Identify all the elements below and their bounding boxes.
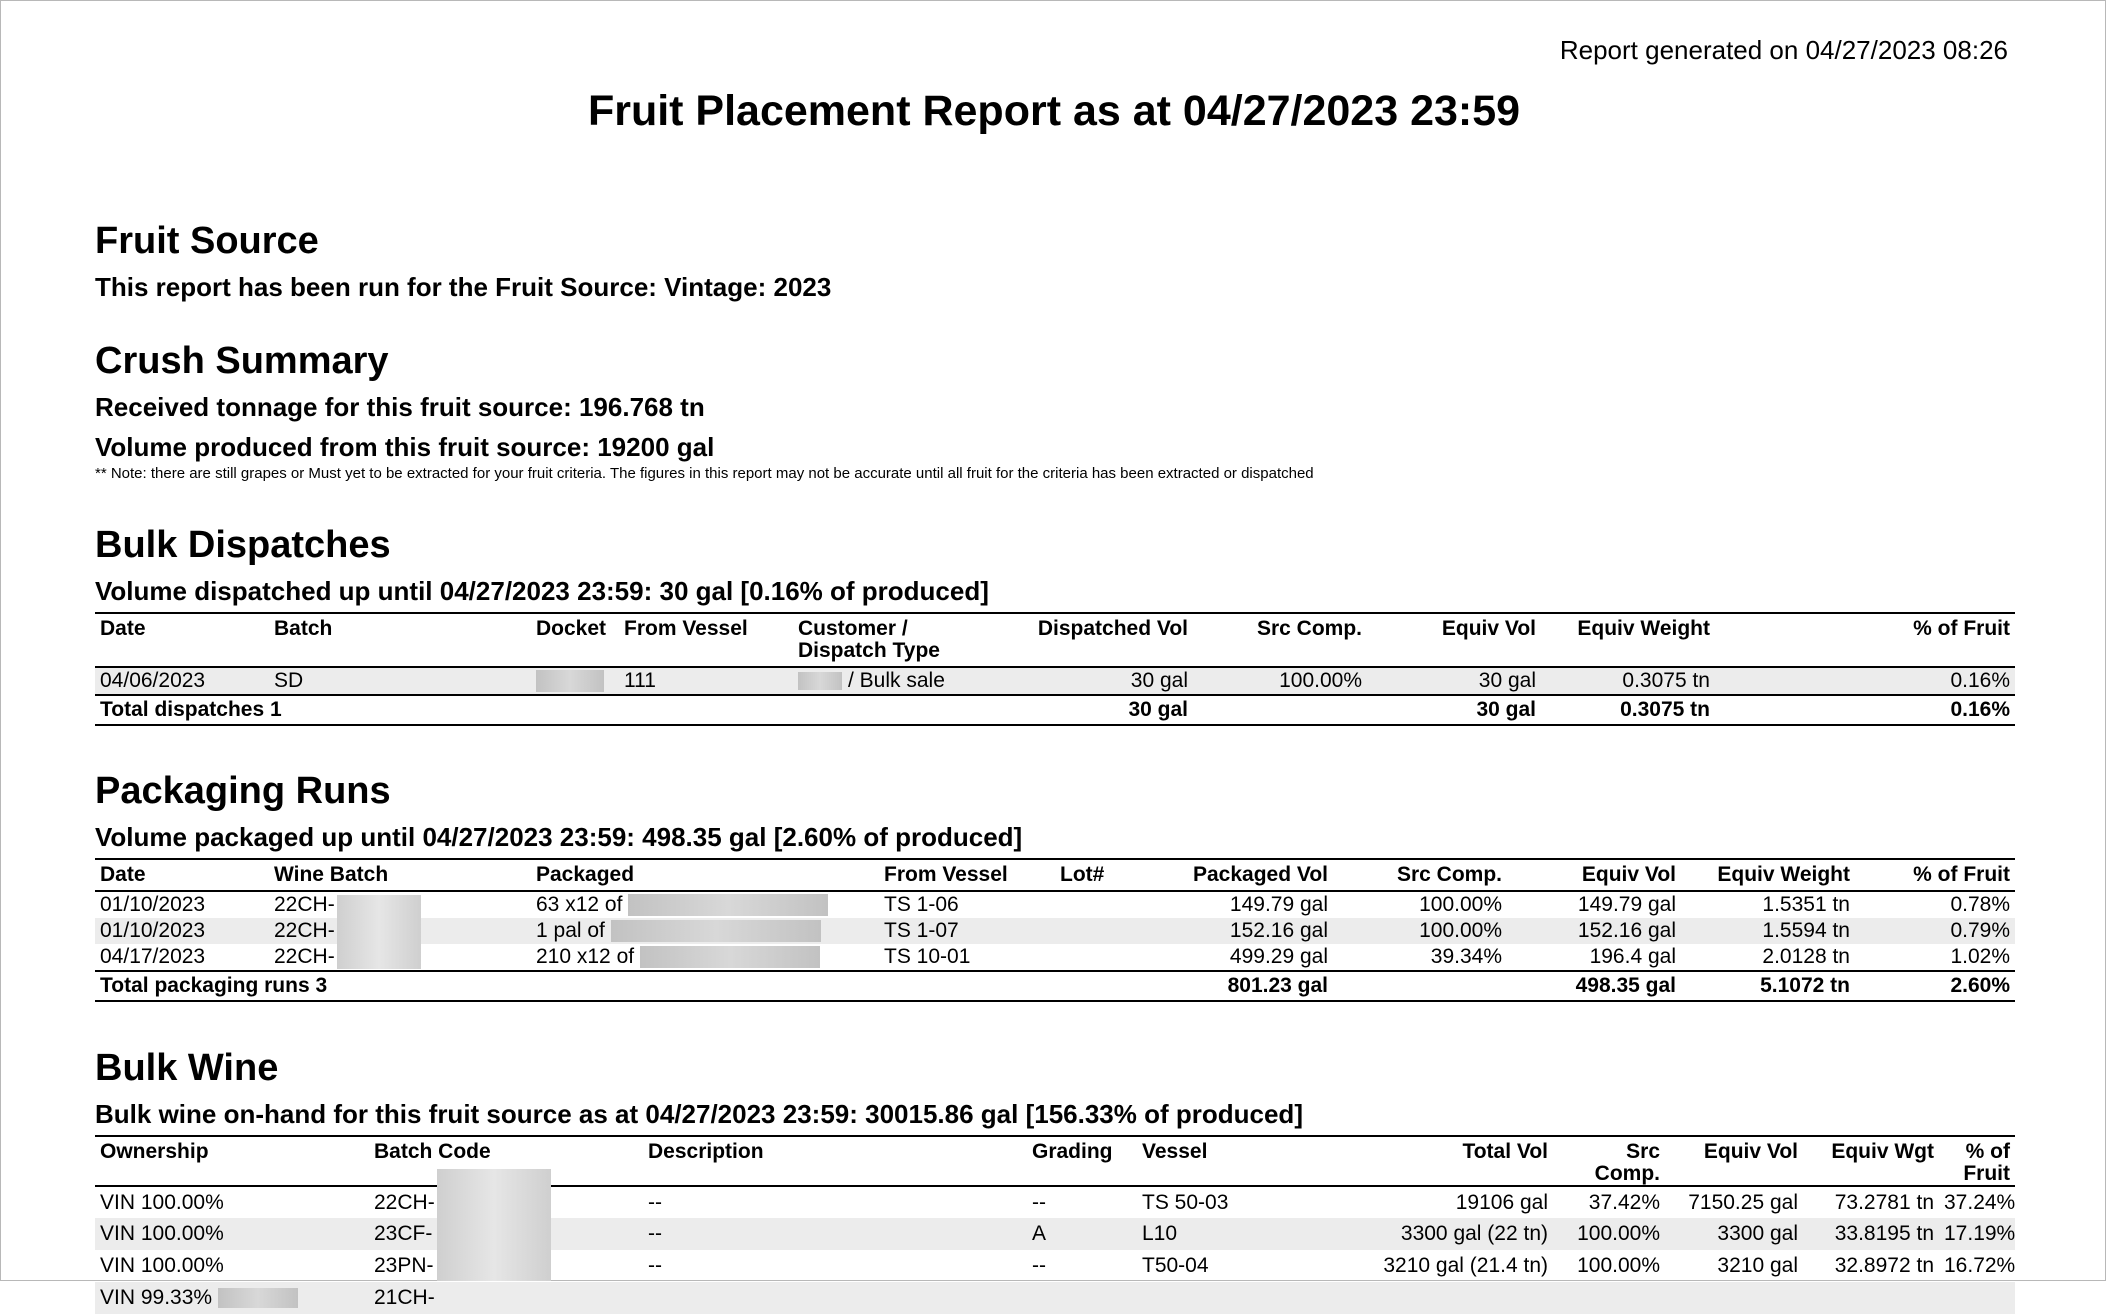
col-equiv-wgt: Equiv Wgt xyxy=(1803,1136,1939,1186)
cell-dispatch-type: / Bulk sale xyxy=(848,669,945,692)
cell-equiv-wgt: 32.8972 tn xyxy=(1834,1254,1934,1277)
cell-ownership: VIN 100.00% xyxy=(95,1218,369,1250)
bulk-wine-summary: Bulk wine on-hand for this fruit source as at 04/27/2023 23:59: 30015.86 gal [156.33% of produced] xyxy=(95,1099,1303,1129)
table-header xyxy=(95,613,2015,667)
report-generated-timestamp: Report generated on 04/27/2023 08:26 xyxy=(1559,35,2008,65)
cell-equiv-vol: 3300 gal xyxy=(1665,1218,1803,1250)
col-equiv-weight: Equiv Weight xyxy=(1541,613,1715,667)
cell-src-comp: 39.34% xyxy=(1430,945,1502,968)
col-src-comp: Src Comp. xyxy=(1333,859,1507,891)
cell-src-comp: 100.00% xyxy=(1193,667,1367,695)
table-header xyxy=(95,1136,2015,1186)
cell-packaged xyxy=(531,944,879,971)
cell-packaged-text: 63 x12 of xyxy=(536,893,623,916)
total-label: Total packaging runs 3 xyxy=(95,971,1125,1001)
redacted-block xyxy=(628,894,828,916)
col-vessel: Vessel xyxy=(1137,1136,1307,1186)
redacted-block xyxy=(611,920,821,942)
redacted-block xyxy=(218,1288,298,1308)
cell-equiv-vol: 196.4 gal xyxy=(1589,945,1676,968)
cell-pct-fruit: 0.79% xyxy=(1855,918,2015,944)
redacted-block xyxy=(437,1169,551,1281)
bulk-dispatches-summary: Volume dispatched up until 04/27/2023 23:59: 30 gal [0.16% of produced] xyxy=(95,576,989,606)
col-packaged: Packaged xyxy=(531,859,879,891)
total-packaged-vol: 801.23 gal xyxy=(1125,971,1333,1001)
cell-total-vol: 19106 gal xyxy=(1455,1190,1548,1214)
crush-note: ** Note: there are still grapes or Must yet to be extracted for your fruit criteria. The figures in this report may not be accurate until all fruit for the criteria has been extracted or dispatched xyxy=(95,465,1314,482)
cell-src-comp: 100.00% xyxy=(1577,1254,1660,1277)
cell-description: -- xyxy=(648,1254,662,1277)
cell-wine-batch: 22CH- xyxy=(274,893,335,916)
fruit-source-text: This report has been run for the Fruit Source: Vintage: 2023 xyxy=(95,272,832,302)
cell-pct-fruit: 0.16% xyxy=(1715,667,2015,695)
cell-vessel: L10 xyxy=(1137,1218,1307,1250)
cell-vessel: TS 50-03 xyxy=(1142,1190,1229,1214)
col-pct-fruit: % of Fruit xyxy=(1855,859,2015,891)
table-row xyxy=(95,1250,2015,1282)
col-customer-line1: Customer / xyxy=(798,617,908,640)
cell-total-vol: 3210 gal (21.4 tn) xyxy=(1383,1254,1548,1277)
col-customer xyxy=(793,613,1003,667)
total-pct-fruit: 0.16% xyxy=(1715,695,2015,725)
cell-equiv-weight: 0.3075 tn xyxy=(1541,667,1715,695)
bulk-dispatches-heading: Bulk Dispatches xyxy=(95,524,391,566)
cell-equiv-vol: 152.16 gal xyxy=(1507,918,1681,944)
redacted-block xyxy=(337,895,421,969)
cell-total-vol: 3300 gal (22 tn) xyxy=(1307,1218,1553,1250)
col-dispatched-vol: Dispatched Vol xyxy=(1003,613,1193,667)
col-grading: Grading xyxy=(1027,1136,1137,1186)
cell-equiv-vol xyxy=(1665,1282,1803,1314)
table-row xyxy=(95,667,2015,695)
cell-packaged xyxy=(531,918,879,944)
cell-src-comp: 100.00% xyxy=(1333,918,1507,944)
total-label: Total dispatches 1 xyxy=(95,695,1003,725)
cell-equiv-vol: 149.79 gal xyxy=(1577,893,1676,916)
cell-date: 04/17/2023 xyxy=(100,945,206,968)
cell-vessel: T50-04 xyxy=(1142,1254,1209,1277)
cell-packaged-vol: 149.79 gal xyxy=(1229,893,1328,916)
cell-docket xyxy=(531,667,619,695)
cell-pct-fruit: 0.78% xyxy=(1950,893,2010,916)
cell-ownership: VIN 100.00% xyxy=(100,1254,224,1277)
cell-equiv-weight: 1.5594 tn xyxy=(1681,918,1855,944)
cell-lot xyxy=(1055,918,1125,944)
col-batch-code: Batch Code xyxy=(369,1136,643,1186)
cell-packaged-text: 1 pal of xyxy=(536,919,605,942)
total-equiv-weight: 5.1072 tn xyxy=(1681,971,1855,1001)
cell-date: 01/10/2023 xyxy=(95,918,269,944)
cell-grading: -- xyxy=(1032,1254,1046,1277)
cell-equiv-weight: 2.0128 tn xyxy=(1762,945,1850,968)
total-equiv-vol: 498.35 gal xyxy=(1507,971,1681,1001)
cell-src-comp: 37.42% xyxy=(1588,1190,1660,1214)
col-packaged-vol: Packaged Vol xyxy=(1125,859,1333,891)
bulk-wine-table xyxy=(95,1135,2015,1314)
col-date: Date xyxy=(95,613,269,667)
cell-dispatched-vol: 30 gal xyxy=(1003,667,1193,695)
packaging-runs-heading: Packaging Runs xyxy=(95,770,391,812)
col-docket: Docket xyxy=(531,613,619,667)
col-equiv-vol: Equiv Vol xyxy=(1507,859,1681,891)
cell-ownership: VIN 100.00% xyxy=(100,1190,224,1214)
col-wine-batch: Wine Batch xyxy=(269,859,531,891)
col-pct-fruit: % of Fruit xyxy=(1939,1136,2015,1186)
cell-lot xyxy=(1055,891,1125,918)
crush-volume: Volume produced from this fruit source: 19200 gal xyxy=(95,432,715,462)
cell-customer xyxy=(793,667,1003,695)
redacted-block xyxy=(798,672,842,690)
table-row xyxy=(95,1282,2015,1314)
total-pct-fruit: 2.60% xyxy=(1855,971,2015,1001)
cell-packaged-vol: 499.29 gal xyxy=(1229,945,1328,968)
cell-equiv-vol: 3210 gal xyxy=(1717,1254,1798,1277)
cell-from-vessel: TS 1-07 xyxy=(879,918,1055,944)
cell-grading xyxy=(1027,1282,1137,1314)
cell-pct-fruit: 17.19% xyxy=(1939,1218,2015,1250)
cell-pct-fruit: 1.02% xyxy=(1950,945,2010,968)
cell-vessel xyxy=(1137,1282,1307,1314)
cell-pct-fruit xyxy=(1939,1282,2015,1314)
col-customer-line2: Dispatch Type xyxy=(798,639,940,662)
col-equiv-weight: Equiv Weight xyxy=(1681,859,1855,891)
col-src-comp: Src Comp. xyxy=(1553,1136,1665,1186)
col-from-vessel: From Vessel xyxy=(879,859,1055,891)
bulk-dispatches-table xyxy=(95,612,2015,726)
total-dispatched-vol: 30 gal xyxy=(1003,695,1193,725)
cell-from-vessel: TS 10-01 xyxy=(884,945,971,968)
total-equiv-weight: 0.3075 tn xyxy=(1541,695,1715,725)
crush-summary-heading: Crush Summary xyxy=(95,340,389,382)
total-empty xyxy=(1193,695,1367,725)
col-ownership: Ownership xyxy=(95,1136,369,1186)
cell-batch: SD xyxy=(269,667,531,695)
cell-src-comp xyxy=(1553,1282,1665,1314)
cell-batch-code: 23PN- xyxy=(374,1254,434,1277)
cell-total-vol xyxy=(1307,1282,1553,1314)
cell-grading: -- xyxy=(1032,1190,1046,1214)
table-total-row xyxy=(95,695,2015,725)
cell-pct-fruit: 37.24% xyxy=(1944,1190,2016,1214)
cell-description: -- xyxy=(643,1218,1027,1250)
col-lot: Lot# xyxy=(1055,859,1125,891)
cell-equiv-vol: 7150.25 gal xyxy=(1688,1190,1798,1214)
packaging-runs-summary: Volume packaged up until 04/27/2023 23:59: 498.35 gal [2.60% of produced] xyxy=(95,822,1023,852)
cell-date: 04/06/2023 xyxy=(95,667,269,695)
fruit-source-heading: Fruit Source xyxy=(95,220,319,262)
col-equiv-vol: Equiv Vol xyxy=(1367,613,1541,667)
col-date: Date xyxy=(95,859,269,891)
bulk-wine-heading: Bulk Wine xyxy=(95,1047,279,1089)
col-batch: Batch xyxy=(269,613,531,667)
cell-ownership xyxy=(95,1282,369,1314)
redacted-block xyxy=(536,670,604,692)
cell-equiv-wgt: 33.8195 tn xyxy=(1803,1218,1939,1250)
cell-pct-fruit: 16.72% xyxy=(1944,1254,2016,1277)
cell-lot xyxy=(1055,944,1125,971)
col-src-comp: Src Comp. xyxy=(1193,613,1367,667)
col-pct-fruit: % of Fruit xyxy=(1715,613,2015,667)
table-header xyxy=(95,859,2015,891)
col-from-vessel: From Vessel xyxy=(619,613,793,667)
col-total-vol: Total Vol xyxy=(1307,1136,1553,1186)
table-total-row xyxy=(95,971,2015,1001)
total-empty xyxy=(1333,971,1507,1001)
cell-packaged-text: 210 x12 of xyxy=(536,945,635,968)
cell-ownership-text: VIN 99.33% xyxy=(100,1286,213,1309)
cell-batch-code: 23CF- xyxy=(369,1218,643,1250)
cell-description: -- xyxy=(648,1190,662,1214)
cell-packaged xyxy=(531,891,879,918)
cell-wine-batch: 22CH- xyxy=(269,918,531,944)
cell-batch-code: 21CH- xyxy=(369,1282,643,1314)
crush-tonnage: Received tonnage for this fruit source: 196.768 tn xyxy=(95,392,705,422)
cell-equiv-wgt xyxy=(1803,1282,1939,1314)
cell-from-vessel: TS 1-06 xyxy=(884,893,959,916)
cell-description xyxy=(643,1282,1027,1314)
cell-equiv-weight: 1.5351 tn xyxy=(1762,893,1850,916)
cell-src-comp: 100.00% xyxy=(1553,1218,1665,1250)
table-row xyxy=(95,1218,2015,1250)
cell-date: 01/10/2023 xyxy=(100,893,206,916)
cell-wine-batch: 22CH- xyxy=(274,945,335,968)
cell-src-comp: 100.00% xyxy=(1419,893,1502,916)
cell-batch-code: 22CH- xyxy=(374,1190,435,1214)
table-row xyxy=(95,1186,2015,1218)
cell-from-vessel: 111 xyxy=(619,667,793,695)
total-equiv-vol: 30 gal xyxy=(1367,695,1541,725)
cell-packaged-vol: 152.16 gal xyxy=(1125,918,1333,944)
redacted-block xyxy=(640,946,820,968)
cell-equiv-vol: 30 gal xyxy=(1367,667,1541,695)
col-equiv-vol: Equiv Vol xyxy=(1665,1136,1803,1186)
col-description: Description xyxy=(643,1136,1027,1186)
report-title: Fruit Placement Report as at 04/27/2023 23:59 xyxy=(587,87,1521,135)
cell-grading: A xyxy=(1027,1218,1137,1250)
cell-equiv-wgt: 73.2781 tn xyxy=(1834,1190,1934,1214)
